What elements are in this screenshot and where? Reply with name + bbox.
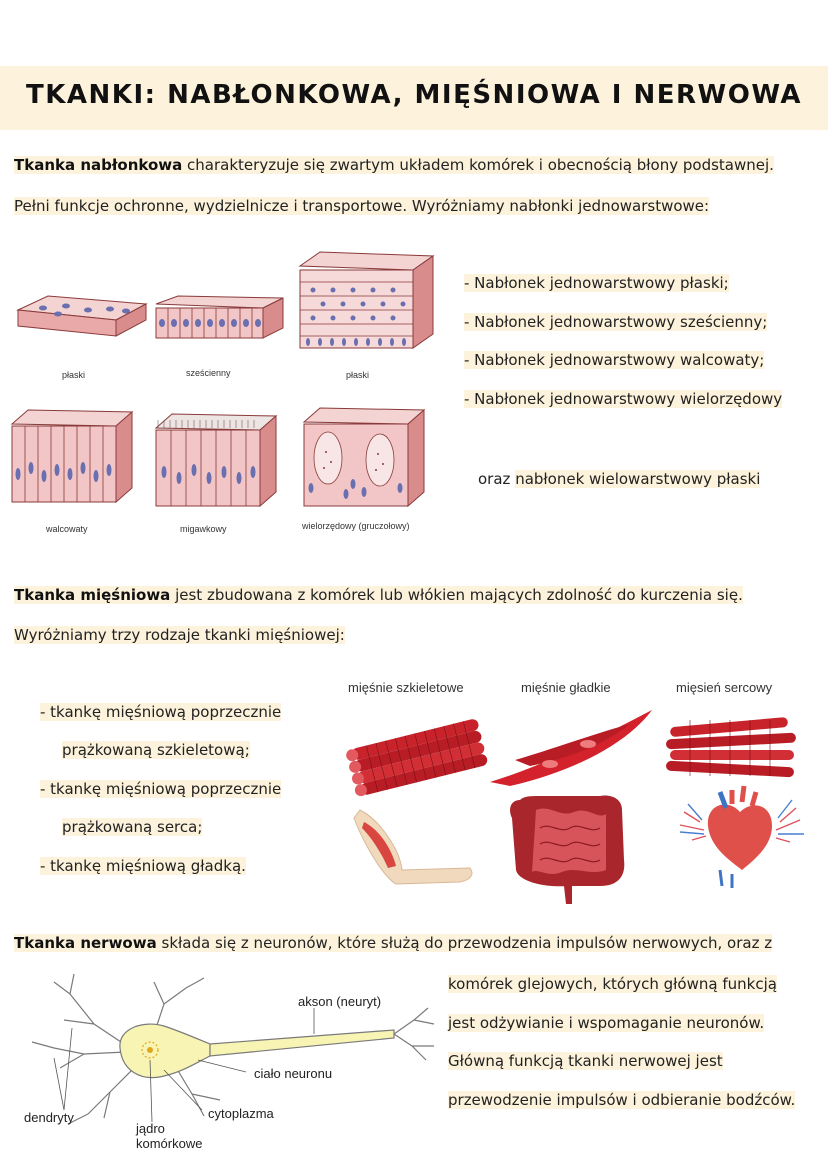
epithelial-oraz: oraz nabłonek wielowarstwowy płaski xyxy=(478,470,761,488)
label-cuboidal: sześcienny xyxy=(186,368,231,378)
label-cardiac-muscle: mięsień sercowy xyxy=(676,680,773,695)
label-dendrites: dendryty xyxy=(24,1110,74,1125)
smooth-muscle-cells-image xyxy=(490,710,652,786)
pseudostratified-epithelium-image xyxy=(304,408,424,506)
nervous-line-5: przewodzenie impulsów i odbieranie bodźców. xyxy=(448,1091,796,1109)
heart-image xyxy=(680,786,804,888)
stratified-highlight: nabłonek wielowarstwowy płaski xyxy=(515,470,761,488)
muscle-images xyxy=(340,700,820,910)
epithelial-bullet-1: - Nabłonek jednowarstwowy płaski; xyxy=(464,274,729,292)
muscle-bullet-2a: - tkankę mięśniową poprzecznie xyxy=(40,780,282,798)
epithelial-bullet-2: - Nabłonek jednowarstwowy sześcienny; xyxy=(464,313,768,331)
label-axon: akson (neuryt) xyxy=(298,994,382,1009)
label-skeletal-muscle: mięśnie szkieletowe xyxy=(348,680,464,695)
skeletal-muscle-fibers-image xyxy=(345,718,489,797)
muscle-line-2: Wyróżniamy trzy rodzaje tkanki mięśniowej: xyxy=(14,626,345,644)
cuboidal-epithelium-image xyxy=(156,296,283,338)
epithelial-bullet-4: - Nabłonek jednowarstwowy wielorzędowy xyxy=(464,390,783,408)
muscle-line-1: Tkanka mięśniowa jest zbudowana z komórek lub włókien mających zdolność do kurczenia się. xyxy=(14,586,743,604)
nervous-line-2: komórek glejowych, których główną funkcją xyxy=(448,975,777,993)
stratified-squamous-image xyxy=(300,252,433,348)
muscle-term: Tkanka mięśniowa xyxy=(14,586,171,604)
label-columnar: walcowaty xyxy=(46,524,88,534)
label-ciliated: migawkowy xyxy=(180,524,227,534)
muscle-bullet-2b: prążkowaną serca; xyxy=(62,818,203,836)
nervous-line-1: Tkanka nerwowa składa się z neuronów, które służą do przewodzenia impulsów nerwowych, oraz z xyxy=(14,934,773,952)
label-squamous: płaski xyxy=(62,370,86,380)
label-stratified-squamous: płaski xyxy=(346,370,370,380)
label-cytoplasm: cytoplazma xyxy=(208,1106,274,1121)
muscle-bullet-1a: - tkankę mięśniową poprzecznie xyxy=(40,703,282,721)
epithelial-line-1: Tkanka nabłonkowa charakteryzuje się zwartym układem komórek i obecnością błony podstawnej. xyxy=(14,156,774,174)
epithelium-diagram xyxy=(8,248,448,538)
epithelial-term: Tkanka nabłonkowa xyxy=(14,156,183,174)
label-smooth-muscle: mięśnie gładkie xyxy=(521,680,611,695)
cardiac-muscle-fibers-image xyxy=(666,717,796,777)
neuron-diagram xyxy=(14,964,444,1154)
label-cell-body: ciało neuronu xyxy=(254,1066,333,1081)
label-nucleus: jądro komórkowe xyxy=(136,1121,203,1151)
nervous-line-3: jest odżywianie i wspomaganie neuronów. xyxy=(448,1014,765,1032)
muscle-bullet-1b: prążkowaną szkieletową; xyxy=(62,741,250,759)
epithelial-line-2: Pełni funkcje ochronne, wydzielnicze i transportowe. Wyróżniamy nabłonki jednowarstwowe: xyxy=(14,197,710,215)
arm-image xyxy=(354,810,472,884)
columnar-epithelium-image xyxy=(12,410,132,502)
label-pseudostratified: wielorzędowy (gruczołowy) xyxy=(302,521,410,531)
intestine-image xyxy=(510,796,624,904)
nervous-line-4: Główną funkcją tkanki nerwowej jest xyxy=(448,1052,723,1070)
epithelial-bullet-3: - Nabłonek jednowarstwowy walcowaty; xyxy=(464,351,765,369)
muscle-bullet-3: - tkankę mięśniową gładką. xyxy=(40,857,246,875)
squamous-epithelium-image xyxy=(18,296,146,336)
nervous-term: Tkanka nerwowa xyxy=(14,934,157,952)
page-title: TKANKI: NABŁONKOWA, MIĘŚNIOWA I NERWOWA xyxy=(26,80,802,110)
ciliated-epithelium-image xyxy=(156,414,276,506)
